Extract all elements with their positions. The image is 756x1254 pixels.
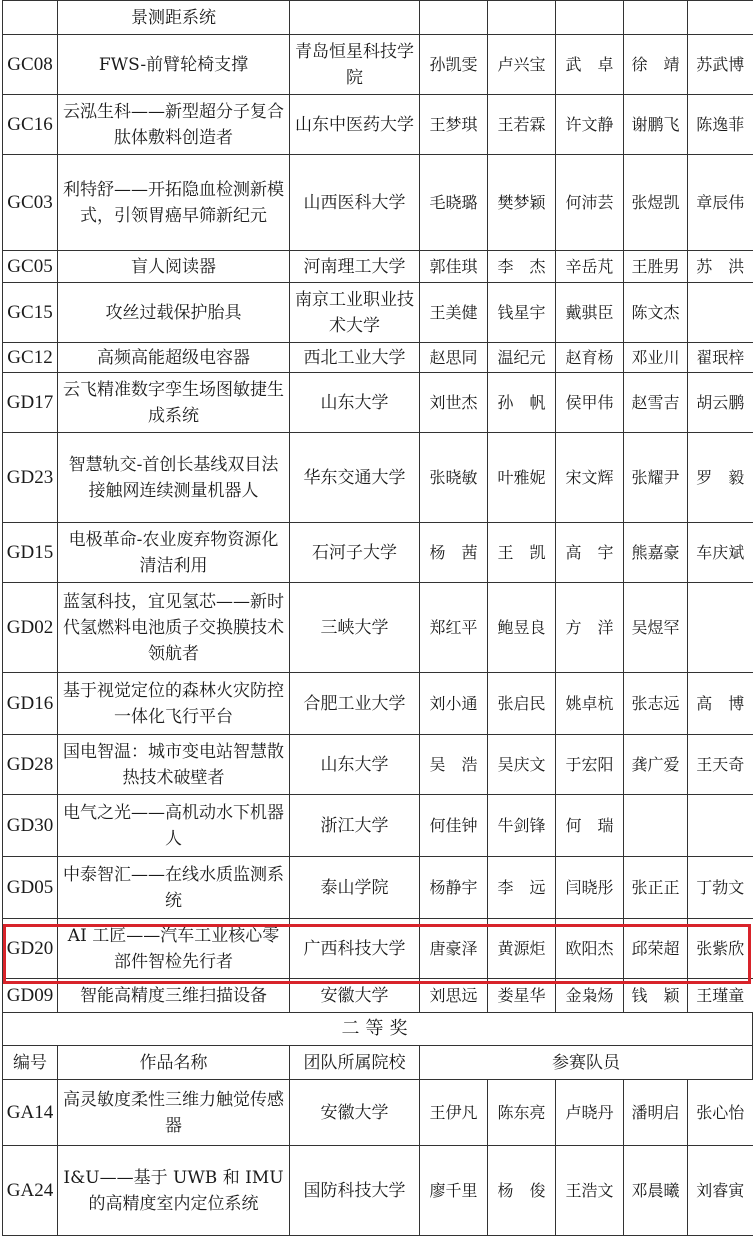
team-member: 潘明启 [624,1080,688,1146]
entry-code: GD28 [3,735,58,795]
entry-code: GD30 [3,795,58,857]
team-member: 龚广爱 [624,735,688,795]
table-row [3,283,753,343]
entry-school: 青岛恒星科技学院 [290,35,420,95]
team-member: 张耀尹 [624,433,688,523]
team-member: 赵雪吉 [624,373,688,433]
entry-code: GC15 [3,283,58,343]
team-member: 王伊凡 [420,1080,488,1146]
section-title: 二等奖 [3,1013,753,1046]
table-row [3,919,753,979]
team-member: 钱星宇 [488,283,556,343]
table-row [3,95,753,155]
entry-code: GD09 [3,979,58,1013]
team-member: 邱荣超 [624,919,688,979]
team-member: 于宏阳 [556,735,624,795]
table-row [3,1,753,35]
header-members: 参赛队员 [420,1046,753,1080]
entry-school: 山东大学 [290,735,420,795]
team-member: 熊嘉豪 [624,523,688,583]
second-prize-section [3,1013,753,1080]
team-member: 郭佳琪 [420,251,488,283]
entry-school: 合肥工业大学 [290,673,420,735]
team-member: 车庆斌 [688,523,753,583]
team-member [688,283,753,343]
team-member: 闫晓彤 [556,857,624,919]
team-member: 侯甲伟 [556,373,624,433]
table-row [3,735,753,795]
entry-school [290,1,420,35]
team-member [688,1,753,35]
team-member: 唐豪泽 [420,919,488,979]
team-member: 杨 俊 [488,1146,556,1236]
header-name: 作品名称 [58,1046,290,1080]
entry-name: 盲人阅读器 [58,251,290,283]
team-member: 张紫欣 [688,919,753,979]
entry-school: 南京工业职业技术大学 [290,283,420,343]
entry-name: 智能高精度三维扫描设备 [58,979,290,1013]
team-member: 王美健 [420,283,488,343]
team-member: 刘思远 [420,979,488,1013]
entry-school: 泰山学院 [290,857,420,919]
entry-name: 利特舒——开拓隐血检测新模式，引领胃癌早筛新纪元 [58,155,290,251]
entry-code: GD20 [3,919,58,979]
team-member [420,1,488,35]
award-table-page [2,0,752,1236]
entry-code: GC16 [3,95,58,155]
team-member: 张心怡 [688,1080,753,1146]
table-row [3,795,753,857]
team-member: 丁勃文 [688,857,753,919]
team-member: 张正正 [624,857,688,919]
team-member: 刘小通 [420,673,488,735]
header-school: 团队所属院校 [290,1046,420,1080]
entry-code: GA14 [3,1080,58,1146]
team-member: 章辰伟 [688,155,753,251]
entry-school: 山东中医药大学 [290,95,420,155]
entry-school: 三峡大学 [290,583,420,673]
entry-name: AI 工匠——汽车工业核心零部件智检先行者 [58,919,290,979]
entry-code: GA24 [3,1146,58,1236]
team-member: 张煜凯 [624,155,688,251]
team-member: 叶雅妮 [488,433,556,523]
entry-code: GC03 [3,155,58,251]
team-member: 高 宇 [556,523,624,583]
entry-name: I&U——基于 UWB 和 IMU 的高精度室内定位系统 [58,1146,290,1236]
entry-code: GD16 [3,673,58,735]
entry-code: GC08 [3,35,58,95]
table-row [3,673,753,735]
entry-name: 电极革命-农业废弃物资源化清洁利用 [58,523,290,583]
entry-name: 中泰智汇——在线水质监测系统 [58,857,290,919]
team-member [624,795,688,857]
entry-code [3,1,58,35]
entry-code: GD23 [3,433,58,523]
entry-school: 安徽大学 [290,979,420,1013]
team-member: 王 凯 [488,523,556,583]
team-member: 娄星华 [488,979,556,1013]
entry-name: 云泓生科——新型超分子复合肽体敷料创造者 [58,95,290,155]
table-row [3,35,753,95]
team-member: 罗 毅 [688,433,753,523]
team-member: 王天奇 [688,735,753,795]
team-member: 卢兴宝 [488,35,556,95]
team-member: 鲍昱良 [488,583,556,673]
entry-school: 山西医科大学 [290,155,420,251]
header-row [3,1046,753,1080]
entry-code: GD05 [3,857,58,919]
table-row [3,373,753,433]
team-member: 戴骐臣 [556,283,624,343]
entry-name: 高灵敏度柔性三维力触觉传感器 [58,1080,290,1146]
team-member: 李 远 [488,857,556,919]
entry-name: FWS-前臂轮椅支撑 [58,35,290,95]
team-member: 方 洋 [556,583,624,673]
entry-code: GD02 [3,583,58,673]
team-member: 陈东亮 [488,1080,556,1146]
team-member [556,1,624,35]
team-member: 宋文辉 [556,433,624,523]
entry-name: 国电智温：城市变电站智慧散热技术破壁者 [58,735,290,795]
table-row [3,523,753,583]
team-member: 苏 洪 [688,251,753,283]
team-member: 赵育杨 [556,343,624,373]
team-member: 欧阳杰 [556,919,624,979]
team-member: 谢鹏飞 [624,95,688,155]
team-member: 郑红平 [420,583,488,673]
team-member: 许文静 [556,95,624,155]
team-member: 张志远 [624,673,688,735]
team-member: 黄源炬 [488,919,556,979]
team-member: 陈文杰 [624,283,688,343]
team-member: 张晓敏 [420,433,488,523]
entry-school: 浙江大学 [290,795,420,857]
team-member: 翟珉梓 [688,343,753,373]
entry-code: GC12 [3,343,58,373]
table-row [3,251,753,283]
team-member: 卢晓丹 [556,1080,624,1146]
team-member: 王若霖 [488,95,556,155]
entry-name: 高频高能超级电容器 [58,343,290,373]
team-member: 樊梦颖 [488,155,556,251]
table-row [3,1080,753,1146]
team-member: 牛剑锋 [488,795,556,857]
team-member: 苏武博 [688,35,753,95]
team-member: 刘睿寅 [688,1146,753,1236]
entry-name: 云飞精准数字孪生场图敏捷生成系统 [58,373,290,433]
team-member [624,1,688,35]
team-member [488,1,556,35]
team-member: 毛晓璐 [420,155,488,251]
entry-code: GD17 [3,373,58,433]
table-row [3,979,753,1013]
team-member: 孙 帆 [488,373,556,433]
entry-name: 智慧轨交-首创长基线双目法接触网连续测量机器人 [58,433,290,523]
entry-school: 河南理工大学 [290,251,420,283]
team-member: 孙凯雯 [420,35,488,95]
entry-school: 华东交通大学 [290,433,420,523]
entry-code: GD15 [3,523,58,583]
entry-name: 蓝氢科技，宜见氢芯——新时代氢燃料电池质子交换膜技术领航者 [58,583,290,673]
entry-school: 国防科技大学 [290,1146,420,1236]
entry-school: 安徽大学 [290,1080,420,1146]
entry-name: 景测距系统 [58,1,290,35]
team-member: 何 瑞 [556,795,624,857]
header-code: 编号 [3,1046,58,1080]
team-member: 徐 靖 [624,35,688,95]
table-row [3,155,753,251]
team-member: 张启民 [488,673,556,735]
team-member: 吴庆文 [488,735,556,795]
table-row [3,343,753,373]
team-member: 姚卓杭 [556,673,624,735]
team-member: 王浩文 [556,1146,624,1236]
table-row [3,1146,753,1236]
first-prize-rows [3,1,753,1013]
team-member: 辛岳芃 [556,251,624,283]
team-member [688,583,753,673]
team-member: 金枭炀 [556,979,624,1013]
team-member [688,795,753,857]
entry-code: GC05 [3,251,58,283]
team-member: 王梦琪 [420,95,488,155]
team-member: 胡云鹏 [688,373,753,433]
table-row [3,857,753,919]
entry-name: 基于视觉定位的森林火灾防控一体化飞行平台 [58,673,290,735]
entry-school: 石河子大学 [290,523,420,583]
team-member: 杨 茜 [420,523,488,583]
team-member: 温纪元 [488,343,556,373]
team-member: 吴煜罕 [624,583,688,673]
team-member: 钱 颖 [624,979,688,1013]
entry-school: 广西科技大学 [290,919,420,979]
table-row [3,433,753,523]
team-member: 杨静宇 [420,857,488,919]
award-table [2,0,753,1236]
team-member: 王胜男 [624,251,688,283]
team-member: 赵思同 [420,343,488,373]
team-member: 吴 浩 [420,735,488,795]
team-member: 刘世杰 [420,373,488,433]
team-member: 王瑾童 [688,979,753,1013]
entry-school: 西北工业大学 [290,343,420,373]
team-member: 武 卓 [556,35,624,95]
team-member: 陈逸菲 [688,95,753,155]
team-member: 何沛芸 [556,155,624,251]
team-member: 邓晨曦 [624,1146,688,1236]
team-member: 邓业川 [624,343,688,373]
team-member: 李 杰 [488,251,556,283]
team-member: 何佳钟 [420,795,488,857]
second-prize-rows [3,1080,753,1236]
team-member: 廖千里 [420,1146,488,1236]
team-member: 高 博 [688,673,753,735]
table-row [3,583,753,673]
entry-name: 电气之光——高机动水下机器人 [58,795,290,857]
entry-school: 山东大学 [290,373,420,433]
entry-name: 攻丝过载保护胎具 [58,283,290,343]
